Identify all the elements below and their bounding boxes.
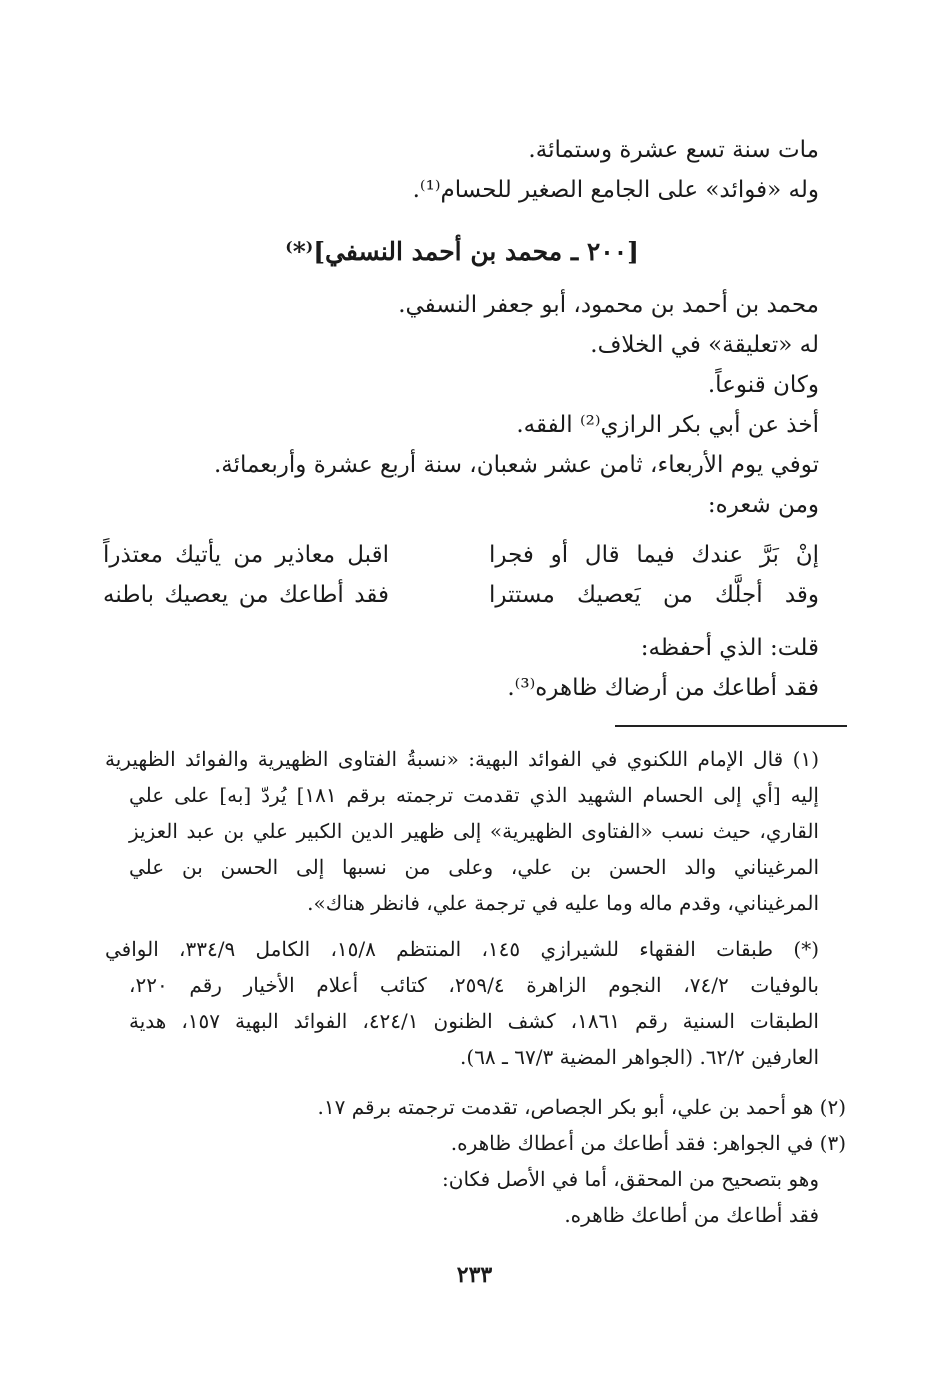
- footnote-line: الطبقات السنية رقم ١٨٦١، كشف الظنون ٤٢٤/١، الفوائد البهية ١٥٧، هدية: [129, 1009, 819, 1033]
- footnote-line: المرغيناني والد الحسن بن علي، وعلى من نسبها إلى الحسن بن علي: [129, 855, 819, 879]
- body-line: قلت: الذي أحفظه:: [640, 635, 819, 661]
- body-line: له «تعليقة» في الخلاف.: [590, 332, 819, 358]
- footnote-line: (٣) في الجواهر: فقد أطاعك من أعطاك ظاهره.: [450, 1131, 846, 1155]
- verse-hemistich-first: فقد أطاعك من يعصيك باطنه: [103, 582, 389, 608]
- entry-heading: [٢٠٠ ـ محمد بن أحمد النسفي]⁽*⁾: [285, 237, 639, 266]
- body-line: أخذ عن أبي بكر الرازي⁽²⁾ الفقه.: [516, 412, 819, 438]
- footnote-line: (١) قال الإمام اللكنوي في الفوائد البهية: «نسبةُ الفتاوى الظهيرية والفوائد الظهيرية: [105, 747, 819, 771]
- body-line: فقد أطاعك من أرضاك ظاهره⁽³⁾.: [507, 675, 819, 701]
- page-number: ٢٣٣: [456, 1262, 493, 1288]
- body-line: محمد بن أحمد بن محمود، أبو جعفر النسفي.: [398, 292, 819, 318]
- body-line: مات سنة تسع عشرة وستمائة.: [528, 137, 819, 163]
- footnote-line: فقد أطاعك من أطاعك ظاهره.: [564, 1203, 819, 1227]
- footnote-line: بالوفيات ٧٤/٢، النجوم الزاهرة ٢٥٩/٤، كتائب أعلام الأخيار رقم ٢٢٠،: [129, 973, 819, 997]
- verse-hemistich-second: وقد أجلَّك من يَعصيك مستترا: [489, 582, 819, 608]
- footnote-line: العارفين ٦٢/٢. (الجواهر المضية ٦٧/٣ ـ ٦٨).: [460, 1045, 819, 1069]
- body-line: ومن شعره:: [707, 492, 819, 518]
- footnote-line: (*) طبقات الفقهاء للشيرازي ١٤٥، المنتظم ١٥/٨، الكامل ٣٣٤/٩، الوافي: [105, 937, 819, 961]
- footnote-separator: [615, 725, 847, 727]
- footnote-line: وهو بتصحيح من المحقق، أما في الأصل فكان:: [442, 1167, 819, 1191]
- footnote-line: المرغيناني، وقدم ماله وما عليه في ترجمة علي، فانظر هناك».: [307, 891, 819, 915]
- footnote-line: القاري، حيث نسب «الفتاوى الظهيرية» إلى ظهير الدين الكبير علي بن عبد العزيز: [129, 819, 819, 843]
- footnote-line: إليه [أي إلى الحسام الشهيد الذي تقدمت ترجمته برقم ١٨١] يُردّ [به] على علي: [129, 783, 819, 807]
- footnote-line: (٢) هو أحمد بن علي، أبو بكر الجصاص، تقدمت ترجمته برقم ١٧.: [317, 1095, 846, 1119]
- body-line: وكان قنوعاً.: [707, 372, 819, 398]
- body-line: توفي يوم الأربعاء، ثامن عشر شعبان، سنة أربع عشرة وأربعمائة.: [213, 452, 819, 478]
- body-line: وله «فوائد» على الجامع الصغير للحسام⁽¹⁾.: [412, 177, 819, 203]
- verse-hemistich-first: اقبل معاذير من يأتيك معتذراً: [103, 542, 389, 568]
- verse-hemistich-second: إنْ بَرَّ عندك فيما قال أو فجرا: [489, 542, 819, 568]
